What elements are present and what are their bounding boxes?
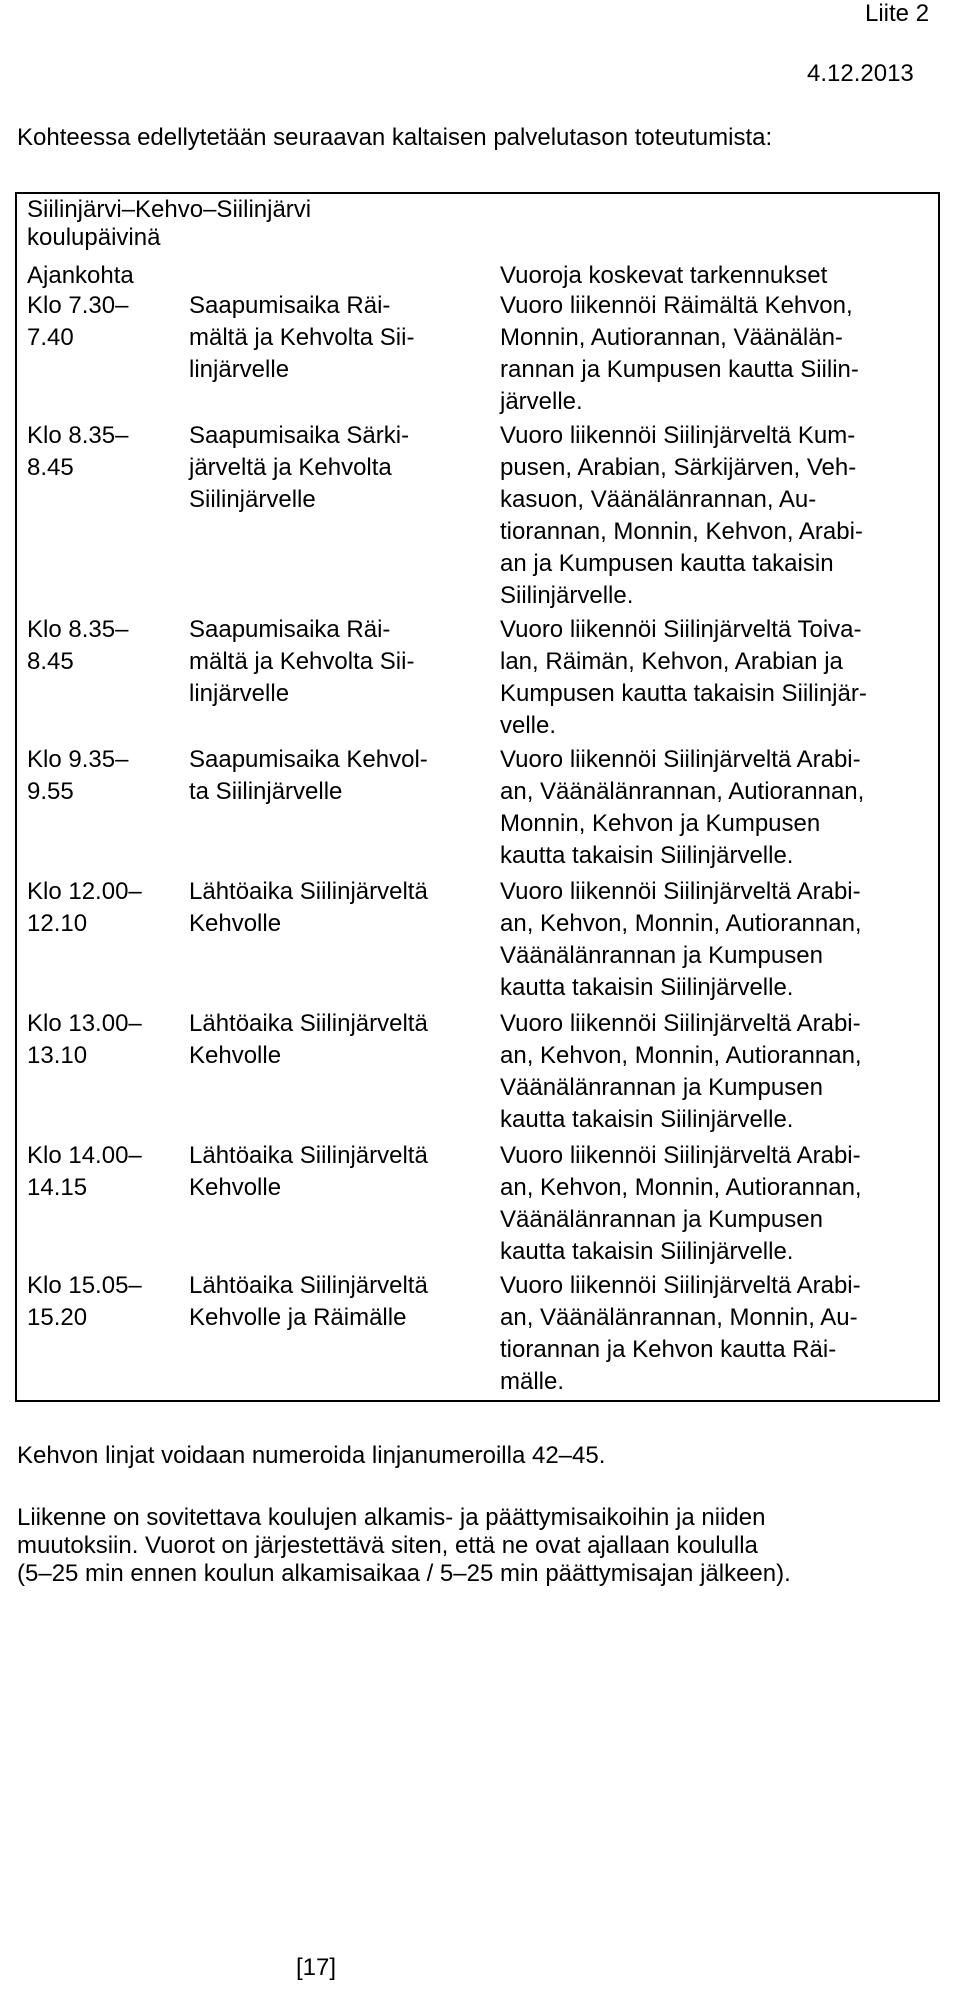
row-schedule-type: Lähtöaika Siilinjärveltä Kehvolle	[189, 878, 428, 937]
page-number: [17]	[296, 1954, 337, 1981]
row-schedule-type: Lähtöaika Siilinjärveltä Kehvolle	[189, 1142, 428, 1201]
row-time: Klo 15.05– 15.20	[27, 1272, 142, 1331]
schedule-table	[15, 192, 940, 1402]
row-schedule-type: Saapumisaika Kehvol- ta Siilinjärvelle	[189, 746, 428, 805]
document-date: 4.12.2013	[807, 60, 914, 87]
row-schedule-type: Saapumisaika Räi- mältä ja Kehvolta Sii- linjärvelle	[189, 292, 415, 383]
row-time: Klo 12.00– 12.10	[27, 878, 142, 937]
row-route-note: Vuoro liikennöi Räimältä Kehvon, Monnin, Autiorannan, Väänälän- rannan ja Kumpusen kautta Siilin- järvelle.	[500, 292, 859, 415]
timing-paragraph	[17, 1504, 941, 1588]
paragraph-line: (5–25 min ennen koulun alkamisaikaa / 5–25 min päättymisajan jälkeen).	[17, 1560, 791, 1587]
row-schedule-type: Lähtöaika Siilinjärveltä Kehvolle	[189, 1010, 428, 1069]
notes-column-header: Vuoroja koskevat tarkennukset	[500, 262, 828, 289]
row-route-note: Vuoro liikennöi Siilinjärveltä Toiva- lan, Räimän, Kehvon, Arabian ja Kumpusen kautta takaisin Siilinjär- velle.	[500, 616, 867, 739]
row-route-note: Vuoro liikennöi Siilinjärveltä Arabi- an, Väänälänrannan, Autiorannan, Monnin, Kehvon ja Kumpusen kautta takaisin Siilinjärvelle.	[500, 746, 865, 869]
row-schedule-type: Saapumisaika Räi- mältä ja Kehvolta Sii- linjärvelle	[189, 616, 415, 707]
row-time: Klo 13.00– 13.10	[27, 1010, 142, 1069]
row-route-note: Vuoro liikennöi Siilinjärveltä Kum- pusen, Arabian, Särkijärven, Veh- kasuon, Väänälänrannan, Au- tiorannan, Monnin, Kehvon, Arabi- an ja Kumpusen kautta takaisin Siilinjärvelle.	[500, 422, 863, 609]
time-column-header: Ajankohta	[27, 262, 134, 289]
schedule-title	[27, 196, 311, 252]
row-schedule-type: Lähtöaika Siilinjärveltä Kehvolle ja Räimälle	[189, 1272, 428, 1331]
row-time: Klo 7.30– 7.40	[27, 292, 129, 351]
row-time: Klo 8.35– 8.45	[27, 422, 129, 481]
paragraph-line: muutoksiin. Vuorot on järjestettävä siten, että ne ovat ajallaan koululla	[17, 1532, 758, 1559]
row-route-note: Vuoro liikennöi Siilinjärveltä Arabi- an, Väänälänrannan, Monnin, Au- tiorannan ja Kehvon kautta Räi- mälle.	[500, 1272, 861, 1395]
appendix-label: Liite 2	[865, 0, 930, 27]
paragraph-line: Liikenne on sovitettava koulujen alkamis- ja päättymisaikoihin ja niiden	[17, 1504, 766, 1531]
line-number-note: Kehvon linjat voidaan numeroida linjanumeroilla 42–45.	[17, 1442, 606, 1469]
row-time: Klo 8.35– 8.45	[27, 616, 129, 675]
row-route-note: Vuoro liikennöi Siilinjärveltä Arabi- an, Kehvon, Monnin, Autiorannan, Väänälänrannan ja Kumpusen kautta takaisin Siilinjärvelle.	[500, 1142, 862, 1265]
schedule-title-days: koulupäivinä	[27, 224, 161, 251]
row-time: Klo 9.35– 9.55	[27, 746, 129, 805]
row-route-note: Vuoro liikennöi Siilinjärveltä Arabi- an, Kehvon, Monnin, Autiorannan, Väänälänrannan ja Kumpusen kautta takaisin Siilinjärvelle.	[500, 878, 862, 1001]
schedule-title-route: Siilinjärvi–Kehvo–Siilinjärvi	[27, 196, 312, 223]
row-schedule-type: Saapumisaika Särki- järveltä ja Kehvolta Siilinjärvelle	[189, 422, 410, 513]
row-route-note: Vuoro liikennöi Siilinjärveltä Arabi- an, Kehvon, Monnin, Autiorannan, Väänälänrannan ja Kumpusen kautta takaisin Siilinjärvelle.	[500, 1010, 862, 1133]
row-time: Klo 14.00– 14.15	[27, 1142, 142, 1201]
intro-text: Kohteessa edellytetään seuraavan kaltaisen palvelutason toteutumista:	[17, 124, 773, 151]
